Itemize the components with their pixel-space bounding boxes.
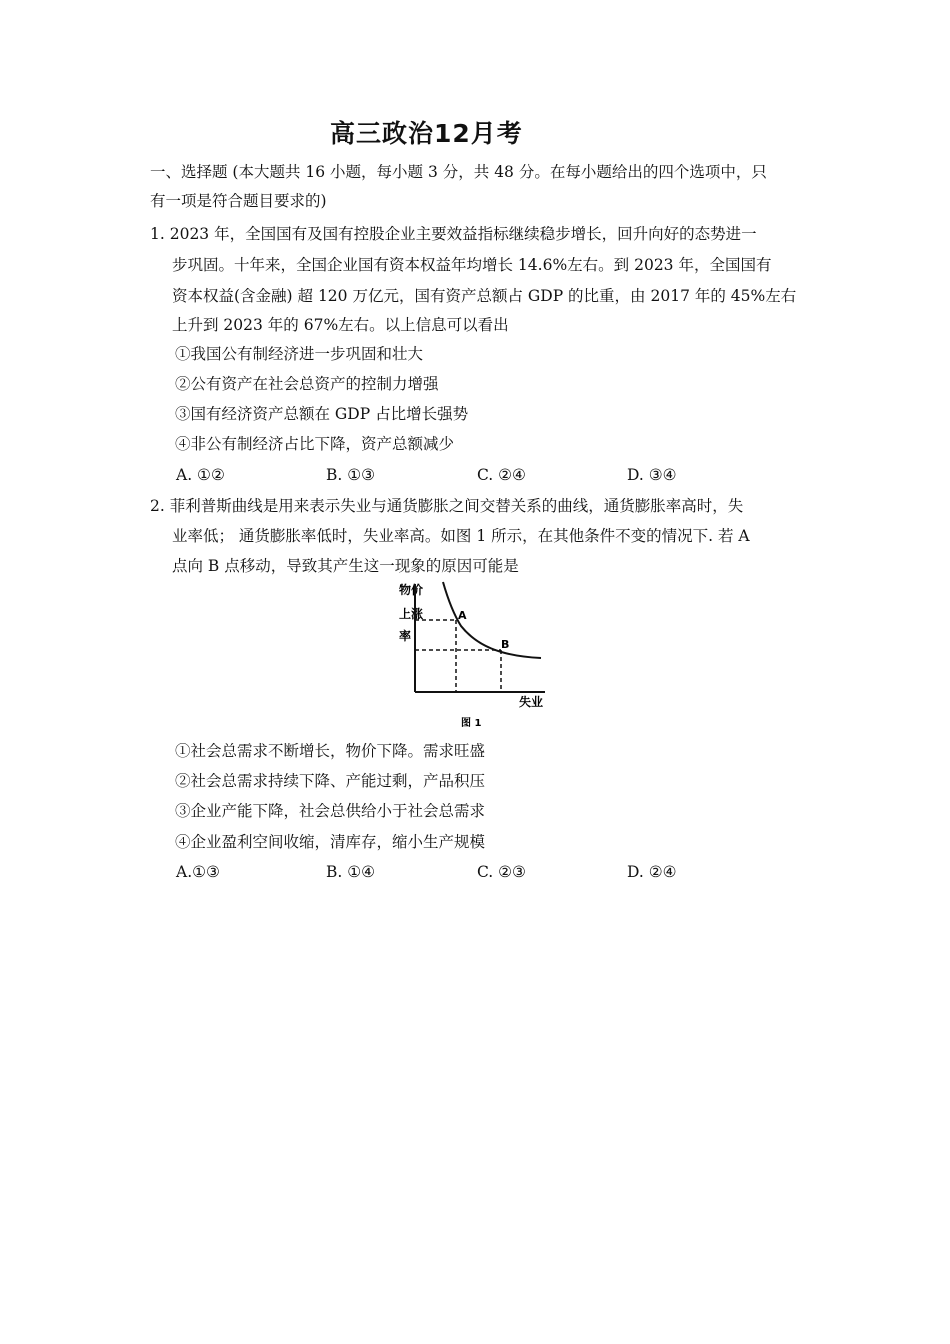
phillips-curve-figure [395,578,555,730]
y-axis-label: 率 [399,629,412,643]
section-header-line: 有一项是符合题目要求的) [150,192,327,210]
option-a[interactable]: A.①③ [176,863,220,881]
option-a[interactable]: A. ①② [176,466,225,484]
question-1-text-line: 1. 2023 年，全国国有及国有控股企业主要效益指标继续稳步增长，回升向好的态势进一 [150,225,757,243]
page-title: 高三政治12月考 [330,119,523,148]
y-axis-label: 物价 [399,583,424,597]
option-d[interactable]: D. ③④ [627,466,677,484]
option-d[interactable]: D. ②④ [627,863,677,881]
option-c[interactable]: C. ②④ [477,466,526,484]
question-2-options [0,862,950,882]
question-1-text-line: 上升到 2023 年的 67%左右。以上信息可以看出 [172,316,509,334]
question-2-statement: ④企业盈利空间收缩，清库存，缩小生产规模 [175,833,486,851]
question-2-text-line: 点向 B 点移动，导致其产生这一现象的原因可能是 [172,557,519,575]
option-c[interactable]: C. ②③ [477,863,526,881]
y-axis-label: 上涨 [399,607,424,621]
question-2-text-line: 2. 菲利普斯曲线是用来表示失业与通货膨胀之间交替关系的曲线，通货膨胀率高时，失 [150,497,744,515]
question-2-statement: ②社会总需求持续下降、产能过剩，产品积压 [175,772,486,790]
option-b[interactable]: B. ①③ [326,466,376,484]
question-2-statement: ③企业产能下降，社会总供给小于社会总需求 [175,802,486,820]
question-2-statement: ①社会总需求不断增长，物价下降。需求旺盛 [175,742,486,760]
figure-caption: 图 1 [461,718,482,729]
x-axis-label: 失业 [519,695,544,709]
section-header-line: 一、选择题 (本大题共 16 小题，每小题 3 分，共 48 分。在每小题给出的四个选项中，只 [150,163,767,181]
point-b-label: B [501,638,510,651]
question-1-statement: ③国有经济资产总额在 GDP 占比增长强势 [175,405,469,423]
question-1-options [0,465,950,485]
question-1-text-line: 步巩固。十年来，全国企业国有资本权益年均增长 14.6%左右。到 2023 年，全国国有 [172,256,772,274]
question-1-statement: ②公有资产在社会总资产的控制力增强 [175,375,439,393]
question-1-statement: ④非公有制经济占比下降，资产总额减少 [175,435,455,453]
question-1-statement: ①我国公有制经济进一步巩固和壮大 [175,345,424,363]
point-a-label: A [458,609,467,622]
question-1-text-line: 资本权益(含金融) 超 120 万亿元，国有资产总额占 GDP 的比重，由 2017 年的 45%左右 [172,287,797,305]
question-2-text-line: 业率低； 通货膨胀率低时，失业率高。如图 1 所示，在其他条件不变的情况下. 若 A [172,527,750,545]
option-b[interactable]: B. ①④ [326,863,376,881]
